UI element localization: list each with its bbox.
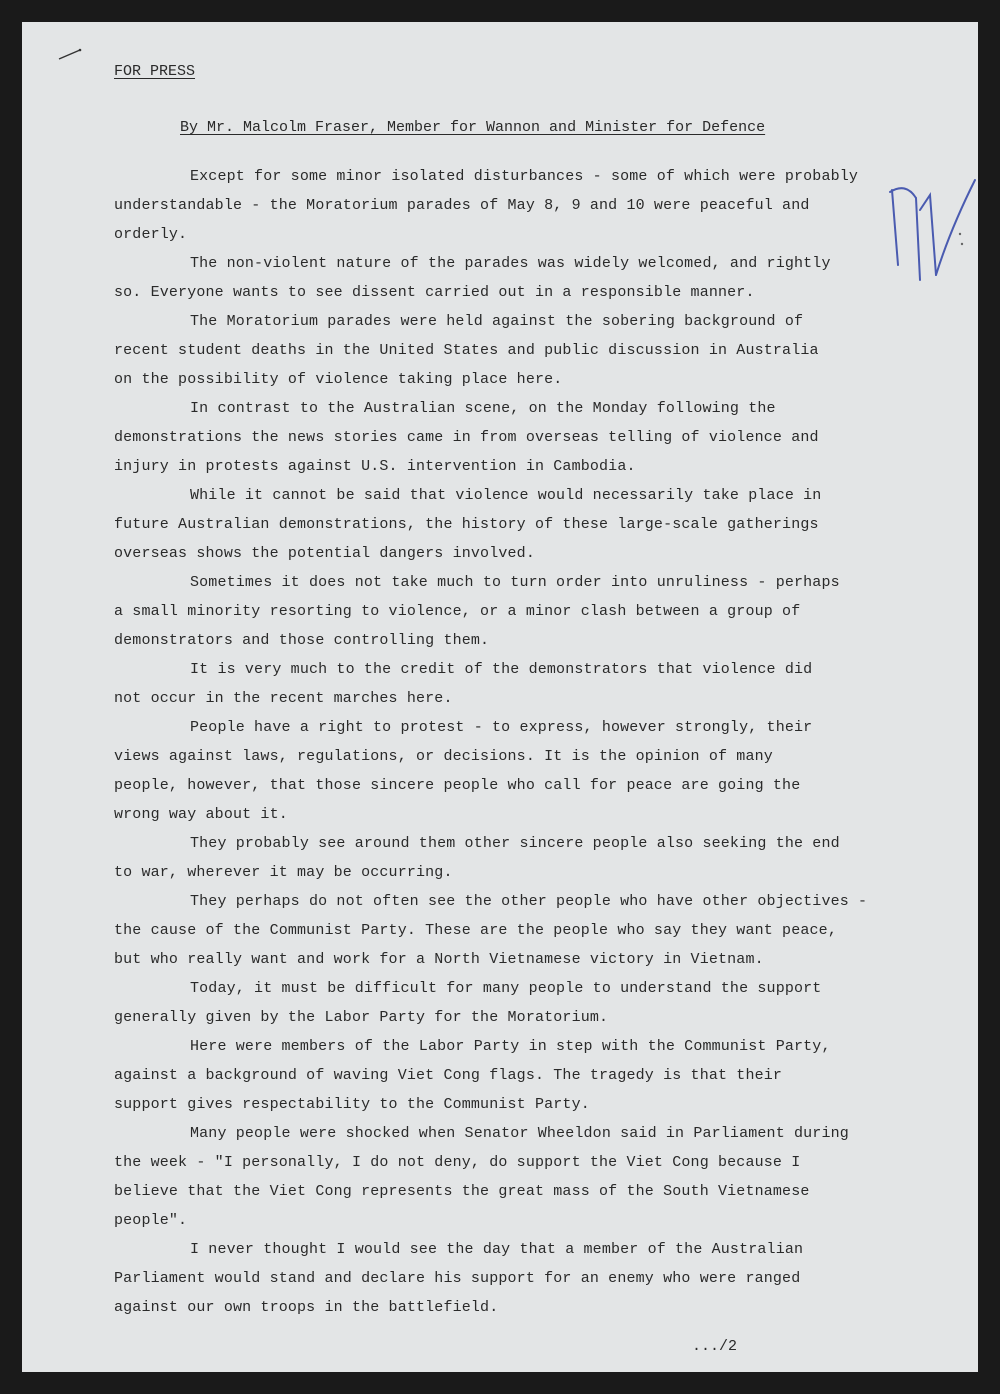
text-line: a small minority resorting to violence, or a minor clash between a group of <box>114 603 801 620</box>
page-continuation-ref: .../2 <box>692 1338 738 1355</box>
text-line: They probably see around them other sincere people also seeking the end <box>190 835 840 852</box>
document-page <box>22 22 978 1372</box>
text-line: support gives respectability to the Communist Party. <box>114 1096 590 1113</box>
body-paragraph <box>114 974 914 1032</box>
text-line: recent student deaths in the United States and public discussion in Australia <box>114 342 819 359</box>
text-line: on the possibility of violence taking place here. <box>114 371 563 388</box>
text-line: demonstrators and those controlling them. <box>114 632 490 649</box>
text-line: It is very much to the credit of the demonstrators that violence did <box>190 661 813 678</box>
text-line: views against laws, regulations, or decisions. It is the opinion of many <box>114 748 773 765</box>
body-paragraph <box>114 1119 914 1235</box>
body-paragraph <box>114 394 914 481</box>
text-line: In contrast to the Australian scene, on the Monday following the <box>190 400 776 417</box>
text-line: orderly. <box>114 226 188 243</box>
text-line: to war, wherever it may be occurring. <box>114 864 453 881</box>
text-line: demonstrations the news stories came in from overseas telling of violence and <box>114 429 819 446</box>
text-line: understandable - the Moratorium parades of May 8, 9 and 10 were peaceful and <box>114 197 810 214</box>
document-body <box>114 162 914 1322</box>
body-paragraph <box>114 162 914 249</box>
body-paragraph <box>114 307 914 394</box>
text-line: the cause of the Communist Party. These are the people who say they want peace, <box>114 922 837 939</box>
handwritten-initials-icon <box>880 170 978 290</box>
text-line: injury in protests against U.S. intervention in Cambodia. <box>114 458 636 475</box>
text-line: not occur in the recent marches here. <box>114 690 453 707</box>
text-line: but who really want and work for a North Vietnamese victory in Vietnam. <box>114 951 764 968</box>
text-line: The Moratorium parades were held against the sobering background of <box>190 313 804 330</box>
document-header: FOR PRESS <box>114 63 196 80</box>
text-line: so. Everyone wants to see dissent carried out in a responsible manner. <box>114 284 755 301</box>
body-paragraph <box>114 713 914 829</box>
text-line: believe that the Viet Cong represents the great mass of the South Vietnamese <box>114 1183 810 1200</box>
text-line: They perhaps do not often see the other people who have other objectives - <box>190 893 868 910</box>
text-line: against our own troops in the battlefield. <box>114 1299 499 1316</box>
body-paragraph <box>114 829 914 887</box>
text-line: Sometimes it does not take much to turn order into unruliness - perhaps <box>190 574 840 591</box>
text-line: against a background of waving Viet Cong flags. The tragedy is that their <box>114 1067 783 1084</box>
text-line: Today, it must be difficult for many people to understand the support <box>190 980 822 997</box>
text-line: the week - "I personally, I do not deny, do support the Viet Cong because I <box>114 1154 801 1171</box>
text-line: people". <box>114 1212 188 1229</box>
body-paragraph <box>114 249 914 307</box>
text-line: Many people were shocked when Senator Wheeldon said in Parliament during <box>190 1125 849 1142</box>
body-paragraph <box>114 887 914 974</box>
text-line: overseas shows the potential dangers involved. <box>114 545 535 562</box>
text-line: While it cannot be said that violence would necessarily take place in <box>190 487 822 504</box>
text-line: Parliament would stand and declare his support for an enemy who were ranged <box>114 1270 801 1287</box>
text-line: people, however, that those sincere people who call for peace are going the <box>114 777 801 794</box>
body-paragraph <box>114 568 914 655</box>
text-line: Here were members of the Labor Party in step with the Communist Party, <box>190 1038 831 1055</box>
body-paragraph <box>114 1032 914 1119</box>
text-line: future Australian demonstrations, the history of these large-scale gatherings <box>114 516 819 533</box>
pencil-mark-icon <box>58 48 82 60</box>
body-paragraph <box>114 481 914 568</box>
text-line: The non-violent nature of the parades was widely welcomed, and rightly <box>190 255 831 272</box>
body-paragraph <box>114 655 914 713</box>
text-line: wrong way about it. <box>114 806 288 823</box>
text-line: generally given by the Labor Party for the Moratorium. <box>114 1009 609 1026</box>
text-line: People have a right to protest - to express, however strongly, their <box>190 719 813 736</box>
document-byline: By Mr. Malcolm Fraser, Member for Wannon and Minister for Defence <box>180 119 766 136</box>
text-line: Except for some minor isolated disturbances - some of which were probably <box>190 168 859 185</box>
body-paragraph <box>114 1235 914 1322</box>
text-line: I never thought I would see the day that a member of the Australian <box>190 1241 804 1258</box>
